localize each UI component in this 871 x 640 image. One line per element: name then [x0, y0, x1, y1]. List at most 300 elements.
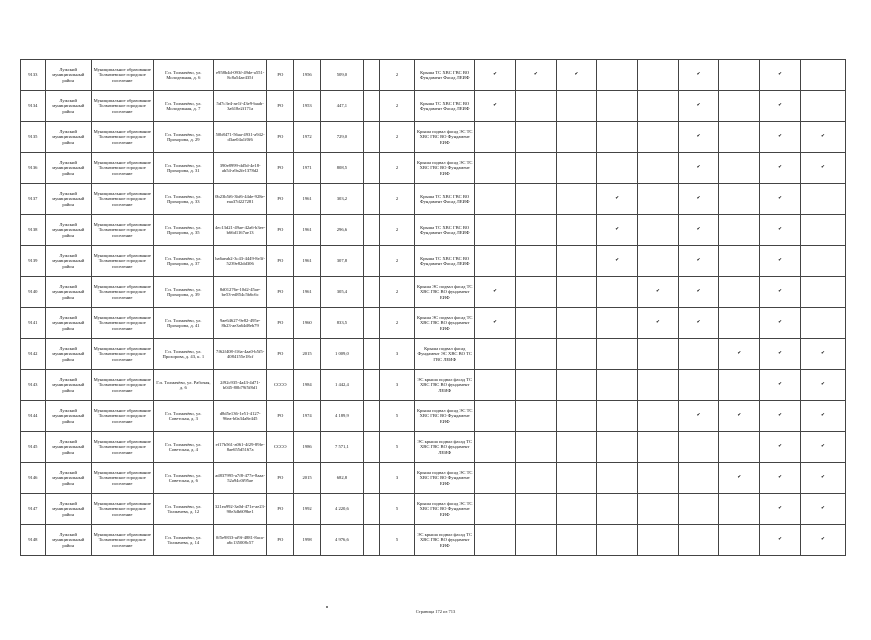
- address-cell: Г.п. Толмачёво, ул. Молодежная, д. 7: [153, 91, 213, 122]
- check-cell: [597, 277, 638, 308]
- address-cell: Г.п. Толмачёво, ул. Прохорова, д. 33: [153, 184, 213, 215]
- check-cell: [638, 153, 679, 184]
- checkmark-icon: ✔: [696, 289, 701, 295]
- area-cell: 7 571,1: [320, 432, 363, 463]
- works-cell: Крыша подвал фасад ЭС ТС ХВС ГВС ВО Фундамент ЕИФ: [415, 122, 475, 153]
- works-cell: Крыша ТС ХВС ГВС ВО Фундамент Фасад ЛЕИФ: [415, 184, 475, 215]
- type-cell: РО: [267, 525, 294, 556]
- type-cell: СССО: [267, 432, 294, 463]
- check-cell: [678, 153, 719, 184]
- table-row: [21, 122, 846, 153]
- municipality-cell: Муниципальное образование Толмачевское городское поселение: [91, 339, 153, 370]
- check-cell: [597, 308, 638, 339]
- works-cell: Крыша подвал фасад ЭС ТС ХВС ГВС ВО Фундамент ЕИФ: [415, 463, 475, 494]
- area-cell: 4 220,6: [320, 494, 363, 525]
- works-cell: ЭС крыша подвал фасад ТС ХВС ГВС ВО фундамент ЛЕИФ: [415, 370, 475, 401]
- checkmark-icon: ✔: [615, 258, 620, 264]
- row-number: 9147: [21, 494, 46, 525]
- address-cell: Г.п. Толмачёво, ул. Толмачева, д. 14: [153, 525, 213, 556]
- check-cell: [556, 122, 597, 153]
- empty-cell: [363, 308, 379, 339]
- check-cell: [800, 463, 845, 494]
- guid-cell: 50b8471-56aa-4931-a942-d3ae04a1f0f6: [213, 122, 267, 153]
- district-cell: Лужский муниципальный район: [45, 401, 91, 432]
- checkmark-icon: ✔: [696, 134, 701, 140]
- check-cell: [719, 184, 760, 215]
- check-cell: [800, 60, 845, 91]
- district-cell: Лужский муниципальный район: [45, 370, 91, 401]
- check-cell: [719, 215, 760, 246]
- check-cell: [475, 432, 516, 463]
- table-row: [21, 91, 846, 122]
- empty-cell: [363, 494, 379, 525]
- area-cell: 4 976,6: [320, 525, 363, 556]
- district-cell: Лужский муниципальный район: [45, 308, 91, 339]
- count-cell: 3: [379, 463, 414, 494]
- municipality-cell: Муниципальное образование Толмачевское городское поселение: [91, 184, 153, 215]
- checkmark-icon: ✔: [778, 227, 782, 233]
- guid-cell: 321ea992-3a0d-471e-ae23-90e3db609be1: [213, 494, 267, 525]
- works-cell: Крыша ЭС подвал фасад ТС ХВС ГВС ВО фундамент ЕИФ: [415, 277, 475, 308]
- check-cell: [556, 246, 597, 277]
- address-cell: Г.п. Толмачёво, ул. Рабочая, д. 6: [153, 370, 213, 401]
- year-cell: 2015: [294, 339, 321, 370]
- check-cell: [556, 525, 597, 556]
- check-cell: [556, 494, 597, 525]
- guid-cell: 7f62f408-f16a-4aa0-b5f5-4084155e18cf: [213, 339, 267, 370]
- check-cell: [556, 184, 597, 215]
- check-cell: [597, 401, 638, 432]
- area-cell: 307,8: [320, 246, 363, 277]
- check-cell: [760, 91, 801, 122]
- municipality-cell: Муниципальное образование Толмачевское городское поселение: [91, 60, 153, 91]
- checkmark-icon: ✔: [493, 320, 497, 326]
- check-cell: [638, 432, 679, 463]
- check-cell: [638, 308, 679, 339]
- page-footer: Страница 172 из 713: [415, 609, 456, 614]
- address-cell: Г.п. Толмачёво, ул. Советская, д. 6: [153, 463, 213, 494]
- works-cell: Крыша ЭС подвал фасад ТС ХВС ГВС ВО фундамент ЕИФ: [415, 308, 475, 339]
- checkmark-icon: ✔: [778, 382, 782, 388]
- check-cell: [597, 525, 638, 556]
- table-row: [21, 339, 846, 370]
- checkmark-icon: ✔: [574, 72, 579, 78]
- check-cell: [475, 184, 516, 215]
- row-number: 9148: [21, 525, 46, 556]
- check-cell: [800, 432, 845, 463]
- scan-speck: [326, 606, 328, 608]
- municipality-cell: Муниципальное образование Толмачевское городское поселение: [91, 277, 153, 308]
- check-cell: [515, 494, 556, 525]
- check-cell: [475, 277, 516, 308]
- count-cell: 2: [379, 60, 414, 91]
- check-cell: [719, 401, 760, 432]
- check-cell: [678, 339, 719, 370]
- check-cell: [515, 246, 556, 277]
- type-cell: РО: [267, 246, 294, 277]
- works-cell: ЭС крыша подвал фасад ТС ХВС ГВС ВО фундамент ЕИФ: [415, 525, 475, 556]
- works-cell: Крыша подвал фасад ЭС ТС ХВС ГВС ВО Фундамент ЕИФ: [415, 494, 475, 525]
- checkmark-icon: ✔: [696, 196, 701, 202]
- count-cell: 2: [379, 308, 414, 339]
- district-cell: Лужский муниципальный район: [45, 339, 91, 370]
- check-cell: [556, 463, 597, 494]
- checkmark-icon: ✔: [820, 351, 825, 357]
- checkmark-icon: ✔: [533, 72, 538, 78]
- checkmark-icon: ✔: [737, 475, 742, 481]
- check-cell: [800, 401, 845, 432]
- check-cell: [515, 184, 556, 215]
- check-cell: [515, 308, 556, 339]
- check-cell: [678, 370, 719, 401]
- check-cell: [597, 184, 638, 215]
- works-cell: ЭС крыша подвал фасад ТС ХВС ГВС ВО фундамент ЛЕИФ: [415, 432, 475, 463]
- guid-cell: ba6aeab2-3c43-4449-8e3f-5239e82dd306: [213, 246, 267, 277]
- empty-cell: [363, 122, 379, 153]
- check-cell: [597, 432, 638, 463]
- municipality-cell: Муниципальное образование Толмачевское городское поселение: [91, 153, 153, 184]
- area-cell: 447,1: [320, 91, 363, 122]
- row-number: 9135: [21, 122, 46, 153]
- guid-cell: ef17b561-a061-4f29-89fe-8ae655d5167a: [213, 432, 267, 463]
- district-cell: Лужский муниципальный район: [45, 153, 91, 184]
- check-cell: [719, 494, 760, 525]
- count-cell: 2: [379, 122, 414, 153]
- check-cell: [760, 401, 801, 432]
- checkmark-icon: ✔: [778, 475, 782, 481]
- guid-cell: 0b23b5f6-3bf6-44de-928e-eaa37d227281: [213, 184, 267, 215]
- address-cell: Г.п. Толмачёво, ул. Советская, д. 4: [153, 432, 213, 463]
- empty-cell: [363, 91, 379, 122]
- check-cell: [638, 246, 679, 277]
- checkmark-icon: ✔: [696, 320, 701, 326]
- checkmark-icon: ✔: [696, 72, 701, 78]
- year-cell: 1960: [294, 308, 321, 339]
- check-cell: [678, 463, 719, 494]
- table-row: [21, 463, 846, 494]
- check-cell: [760, 432, 801, 463]
- address-cell: Г.п. Толмачёво, ул. Советская, д. 3: [153, 401, 213, 432]
- address-cell: Г.п. Толмачёво, ул. Прохорова, д. 37: [153, 246, 213, 277]
- check-cell: [719, 339, 760, 370]
- table-row: [21, 246, 846, 277]
- district-cell: Лужский муниципальный район: [45, 463, 91, 494]
- check-cell: [597, 370, 638, 401]
- works-cell: Крыша подвал фасад ЭС ТС ХВС ГВС ВО Фундамент ЕИФ: [415, 401, 475, 432]
- year-cell: 1974: [294, 401, 321, 432]
- type-cell: РО: [267, 339, 294, 370]
- municipality-cell: Муниципальное образование Толмачевское городское поселение: [91, 370, 153, 401]
- district-cell: Лужский муниципальный район: [45, 91, 91, 122]
- check-cell: [556, 153, 597, 184]
- empty-cell: [363, 401, 379, 432]
- address-cell: Г.п. Толмачёво, ул. Прохорова, д. 35: [153, 215, 213, 246]
- year-cell: 1961: [294, 184, 321, 215]
- table-row: [21, 153, 846, 184]
- count-cell: 2: [379, 153, 414, 184]
- checkmark-icon: ✔: [696, 227, 701, 233]
- check-cell: [719, 432, 760, 463]
- check-cell: [800, 91, 845, 122]
- works-cell: Крыша ТС ХВС ГВС ВО Фундамент Фасад ЛЕИФ: [415, 246, 475, 277]
- check-cell: [475, 401, 516, 432]
- register-table-body: [21, 60, 846, 556]
- check-cell: [556, 60, 597, 91]
- check-cell: [515, 91, 556, 122]
- check-cell: [678, 401, 719, 432]
- guid-cell: 8d01276e-10d2-45ae-be53-ed854c5b6c6c: [213, 277, 267, 308]
- checkmark-icon: ✔: [778, 506, 782, 512]
- count-cell: 2: [379, 91, 414, 122]
- check-cell: [760, 122, 801, 153]
- check-cell: [678, 215, 719, 246]
- address-cell: Г.п. Толмачёво, ул. Прохорова, д. 41: [153, 308, 213, 339]
- check-cell: [760, 308, 801, 339]
- check-cell: [638, 494, 679, 525]
- type-cell: РО: [267, 215, 294, 246]
- checkmark-icon: ✔: [737, 351, 742, 357]
- row-number: 9145: [21, 432, 46, 463]
- check-cell: [678, 246, 719, 277]
- empty-cell: [363, 370, 379, 401]
- check-cell: [719, 91, 760, 122]
- check-cell: [800, 525, 845, 556]
- check-cell: [597, 215, 638, 246]
- year-cell: 1961: [294, 246, 321, 277]
- table-row: [21, 432, 846, 463]
- check-cell: [475, 463, 516, 494]
- check-cell: [638, 184, 679, 215]
- address-cell: Г.п. Толмачёво, ул. Прохорова, д. 39: [153, 277, 213, 308]
- check-cell: [760, 184, 801, 215]
- check-cell: [515, 370, 556, 401]
- check-cell: [556, 308, 597, 339]
- table-row: [21, 277, 846, 308]
- table-row: [21, 60, 846, 91]
- count-cell: 3: [379, 339, 414, 370]
- row-number: 9141: [21, 308, 46, 339]
- check-cell: [760, 246, 801, 277]
- count-cell: 2: [379, 277, 414, 308]
- address-cell: Г.п. Толмачёво, ул. Прохорова, д. 31: [153, 153, 213, 184]
- municipality-cell: Муниципальное образование Толмачевское городское поселение: [91, 432, 153, 463]
- address-cell: Г.п. Толмачёво, ул. Толмачева, д. 12: [153, 494, 213, 525]
- checkmark-icon: ✔: [778, 413, 782, 419]
- guid-cell: ad837995-a7f8-477e-8aaa-52a94c0f95ae: [213, 463, 267, 494]
- check-cell: [800, 122, 845, 153]
- table-row: [21, 370, 846, 401]
- row-number: 9133: [21, 60, 46, 91]
- year-cell: 1986: [294, 432, 321, 463]
- district-cell: Лужский муниципальный район: [45, 277, 91, 308]
- table-row: [21, 525, 846, 556]
- check-cell: [475, 339, 516, 370]
- checkmark-icon: ✔: [820, 475, 825, 481]
- table-row: [21, 215, 846, 246]
- type-cell: РО: [267, 494, 294, 525]
- check-cell: [638, 339, 679, 370]
- year-cell: 1971: [294, 153, 321, 184]
- area-cell: 1 009,0: [320, 339, 363, 370]
- guid-cell: 9ae64627-9e82-495e-8b23-ae3a64d8eb79: [213, 308, 267, 339]
- type-cell: РО: [267, 277, 294, 308]
- district-cell: Лужский муниципальный район: [45, 215, 91, 246]
- table-row: [21, 494, 846, 525]
- checkmark-icon: ✔: [778, 258, 782, 264]
- check-cell: [760, 215, 801, 246]
- check-cell: [597, 60, 638, 91]
- check-cell: [475, 308, 516, 339]
- check-cell: [556, 401, 597, 432]
- check-cell: [719, 277, 760, 308]
- guid-cell: d8d5e136-1e51-4127-96ea-b0a34a8e445: [213, 401, 267, 432]
- type-cell: РО: [267, 184, 294, 215]
- guid-cell: 390e8999-dd5d-4e18-ab54-a9a2fe1378d2: [213, 153, 267, 184]
- check-cell: [597, 122, 638, 153]
- check-cell: [800, 215, 845, 246]
- checkmark-icon: ✔: [820, 537, 825, 543]
- check-cell: [638, 401, 679, 432]
- check-cell: [475, 525, 516, 556]
- register-table: [20, 59, 846, 556]
- works-cell: Крыша подвал фасад Фундамент ЭС ХВС ВО ТС ГВС ЛЕИФ: [415, 339, 475, 370]
- row-number: 9140: [21, 277, 46, 308]
- checkmark-icon: ✔: [778, 444, 782, 450]
- check-cell: [800, 184, 845, 215]
- check-cell: [475, 370, 516, 401]
- check-cell: [719, 308, 760, 339]
- check-cell: [800, 370, 845, 401]
- check-cell: [638, 277, 679, 308]
- district-cell: Лужский муниципальный район: [45, 432, 91, 463]
- check-cell: [719, 370, 760, 401]
- checkmark-icon: ✔: [778, 103, 782, 109]
- check-cell: [638, 463, 679, 494]
- check-cell: [515, 122, 556, 153]
- check-cell: [515, 463, 556, 494]
- checkmark-icon: ✔: [820, 382, 825, 388]
- check-cell: [760, 525, 801, 556]
- empty-cell: [363, 277, 379, 308]
- year-cell: 1998: [294, 525, 321, 556]
- checkmark-icon: ✔: [820, 506, 825, 512]
- district-cell: Лужский муниципальный район: [45, 184, 91, 215]
- check-cell: [475, 153, 516, 184]
- check-cell: [719, 463, 760, 494]
- type-cell: РО: [267, 308, 294, 339]
- checkmark-icon: ✔: [655, 320, 660, 326]
- checkmark-icon: ✔: [820, 134, 825, 140]
- check-cell: [760, 370, 801, 401]
- check-cell: [678, 184, 719, 215]
- check-cell: [556, 277, 597, 308]
- check-cell: [597, 91, 638, 122]
- district-cell: Лужский муниципальный район: [45, 494, 91, 525]
- district-cell: Лужский муниципальный район: [45, 60, 91, 91]
- check-cell: [719, 525, 760, 556]
- count-cell: 5: [379, 494, 414, 525]
- checkmark-icon: ✔: [696, 413, 701, 419]
- table-row: [21, 184, 846, 215]
- check-cell: [678, 122, 719, 153]
- table-row: [21, 308, 846, 339]
- area-cell: 4 189,9: [320, 401, 363, 432]
- municipality-cell: Муниципальное образование Толмачевское городское поселение: [91, 525, 153, 556]
- empty-cell: [363, 339, 379, 370]
- municipality-cell: Муниципальное образование Толмачевское городское поселение: [91, 122, 153, 153]
- checkmark-icon: ✔: [820, 165, 825, 171]
- check-cell: [638, 525, 679, 556]
- empty-cell: [363, 525, 379, 556]
- empty-cell: [363, 184, 379, 215]
- checkmark-icon: ✔: [820, 444, 825, 450]
- works-cell: Крыша подвал фасад ЭС ТС ХВС ГВС ВО Фундамент ЕИФ: [415, 153, 475, 184]
- check-cell: [638, 60, 679, 91]
- row-number: 9142: [21, 339, 46, 370]
- works-cell: Крыша ТС ХВС ГВС ВО Фундамент Фасад ЛЕИФ: [415, 215, 475, 246]
- year-cell: 1961: [294, 277, 321, 308]
- check-cell: [515, 525, 556, 556]
- row-number: 9137: [21, 184, 46, 215]
- check-cell: [475, 215, 516, 246]
- district-cell: Лужский муниципальный район: [45, 122, 91, 153]
- row-number: 9136: [21, 153, 46, 184]
- year-cell: 1972: [294, 122, 321, 153]
- works-cell: Крыша ТС ХВС ГВС ВО Фундамент Фасад ЛЕИФ: [415, 60, 475, 91]
- check-cell: [638, 370, 679, 401]
- municipality-cell: Муниципальное образование Толмачевское городское поселение: [91, 246, 153, 277]
- year-cell: 1953: [294, 91, 321, 122]
- type-cell: РО: [267, 401, 294, 432]
- check-cell: [800, 246, 845, 277]
- check-cell: [515, 60, 556, 91]
- check-cell: [556, 215, 597, 246]
- row-number: 9138: [21, 215, 46, 246]
- checkmark-icon: ✔: [655, 289, 660, 295]
- checkmark-icon: ✔: [615, 196, 620, 202]
- check-cell: [515, 153, 556, 184]
- check-cell: [515, 401, 556, 432]
- checkmark-icon: ✔: [493, 72, 497, 78]
- municipality-cell: Муниципальное образование Толмачевское городское поселение: [91, 215, 153, 246]
- type-cell: РО: [267, 91, 294, 122]
- check-cell: [800, 277, 845, 308]
- check-cell: [515, 277, 556, 308]
- area-cell: 303,2: [320, 184, 363, 215]
- check-cell: [760, 494, 801, 525]
- address-cell: Г.п. Толмачёво, ул. Прохорова, д. 29: [153, 122, 213, 153]
- check-cell: [597, 463, 638, 494]
- year-cell: 1961: [294, 215, 321, 246]
- type-cell: РО: [267, 153, 294, 184]
- check-cell: [760, 339, 801, 370]
- checkmark-icon: ✔: [696, 165, 701, 171]
- empty-cell: [363, 60, 379, 91]
- year-cell: 1984: [294, 370, 321, 401]
- row-number: 9144: [21, 401, 46, 432]
- check-cell: [515, 432, 556, 463]
- type-cell: СССО: [267, 370, 294, 401]
- row-number: 9139: [21, 246, 46, 277]
- count-cell: 3: [379, 370, 414, 401]
- year-cell: 1956: [294, 60, 321, 91]
- check-cell: [556, 339, 597, 370]
- check-cell: [760, 463, 801, 494]
- address-cell: Г.п. Толмачёво, ул. Молодежная, д. 6: [153, 60, 213, 91]
- check-cell: [597, 153, 638, 184]
- checkmark-icon: ✔: [696, 103, 701, 109]
- type-cell: РО: [267, 60, 294, 91]
